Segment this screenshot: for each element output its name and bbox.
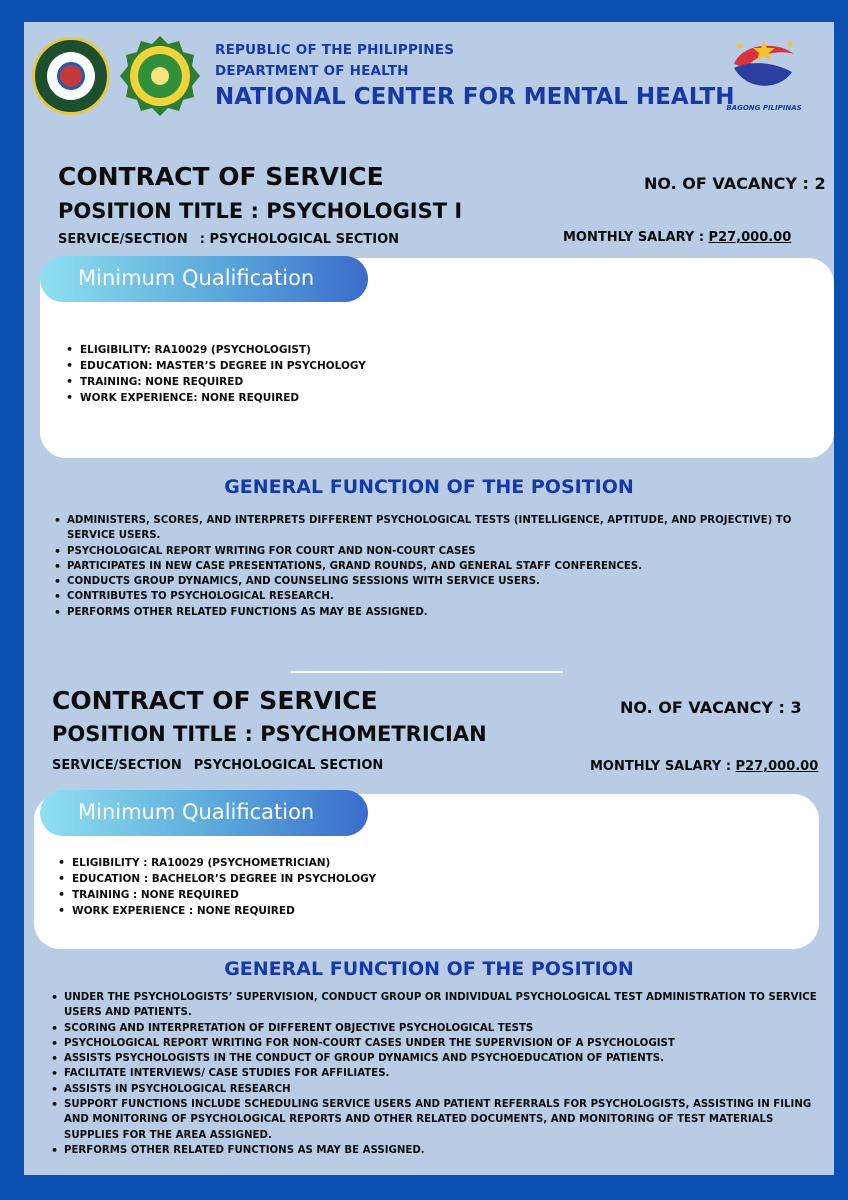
position-title: POSITION TITLE : PSYCHOMETRICIAN <box>52 722 487 746</box>
salary-label: MONTHLY SALARY : <box>590 759 736 774</box>
salary-value: P27,000.00 <box>735 759 819 774</box>
function-list <box>54 513 814 620</box>
list-item: • SUPPORT FUNCTIONS INCLUDE SCHEDULING SERVICE USERS AND PATIENT REFERRALS FOR PSYCHOLOGISTS, ASSISTING IN FILING AND MONITORING OF PSYCHOLOGICAL REPORTS AND OTHER RELATED DOCUMENTS, AND MONITORING OF TEST MATERIALS SUPPLIES FOR THE AREA ASSIGNED. <box>51 1097 821 1143</box>
list-item: • UNDER THE PSYCHOLOGISTS’ SUPERVISION, CONDUCT GROUP OR INDIVIDUAL PSYCHOLOGICAL TEST ADMINISTRATION TO SERVICE USERS AND PATIENTS. <box>51 990 821 1021</box>
monthly-salary <box>590 759 818 774</box>
qualification-list <box>58 855 376 919</box>
list-item: • PERFORMS OTHER RELATED FUNCTIONS AS MAY BE ASSIGNED. <box>54 605 814 620</box>
header-republic: REPUBLIC OF THE PHILIPPINES <box>215 42 455 58</box>
list-item: • ASSISTS PSYCHOLOGISTS IN THE CONDUCT OF GROUP DYNAMICS AND PSYCHOEDUCATION OF PATIENTS. <box>51 1051 821 1066</box>
service-value: : PSYCHOLOGICAL SECTION <box>199 232 399 247</box>
min-qualification-label: Minimum Qualification <box>78 266 315 290</box>
doh-seal-icon <box>32 37 110 115</box>
general-function-title: GENERAL FUNCTION OF THE POSITION <box>224 476 634 498</box>
general-function-title: GENERAL FUNCTION OF THE POSITION <box>224 958 634 980</box>
list-item: • ELIGIBILITY: RA10029 (PSYCHOLOGIST) <box>66 342 366 358</box>
list-item: • WORK EXPERIENCE: NONE REQUIRED <box>66 390 366 406</box>
contract-title: CONTRACT OF SERVICE <box>58 162 384 191</box>
list-item: • PSYCHOLOGICAL REPORT WRITING FOR NON-COURT CASES UNDER THE SUPERVISION OF A PSYCHOLOGIST <box>51 1036 821 1051</box>
service-value: PSYCHOLOGICAL SECTION <box>193 758 384 773</box>
min-qualification-label: Minimum Qualification <box>78 800 315 824</box>
section-divider <box>291 671 563 673</box>
bagong-pilipinas-logo-icon <box>728 38 800 94</box>
header <box>24 22 834 140</box>
contract-title: CONTRACT OF SERVICE <box>52 686 378 715</box>
qualification-list <box>66 342 366 406</box>
list-item: • TRAINING: NONE REQUIRED <box>66 374 366 390</box>
service-label: SERVICE/SECTION <box>58 232 188 247</box>
min-qualification-pill <box>40 790 368 836</box>
vacancy-count: NO. OF VACANCY : 2 <box>644 174 826 193</box>
list-item: • PSYCHOLOGICAL REPORT WRITING FOR COURT AND NON-COURT CASES <box>54 544 814 559</box>
monthly-salary <box>563 230 791 245</box>
min-qualification-pill <box>40 256 368 302</box>
header-department: DEPARTMENT OF HEALTH <box>215 63 409 79</box>
poster <box>24 22 834 1175</box>
header-center-name: NATIONAL CENTER FOR MENTAL HEALTH <box>215 84 735 110</box>
function-list <box>51 990 821 1158</box>
service-label: SERVICE/SECTION <box>52 758 182 773</box>
list-item: • WORK EXPERIENCE : NONE REQUIRED <box>58 903 376 919</box>
list-item: • PERFORMS OTHER RELATED FUNCTIONS AS MAY BE ASSIGNED. <box>51 1143 821 1158</box>
list-item: • FACILITATE INTERVIEWS/ CASE STUDIES FOR AFFILIATES. <box>51 1066 821 1081</box>
position-title: POSITION TITLE : PSYCHOLOGIST I <box>58 199 463 223</box>
list-item: • ASSISTS IN PSYCHOLOGICAL RESEARCH <box>51 1082 821 1097</box>
list-item: • PARTICIPATES IN NEW CASE PRESENTATIONS, GRAND ROUNDS, AND GENERAL STAFF CONFERENCES. <box>54 559 814 574</box>
list-item: • ADMINISTERS, SCORES, AND INTERPRETS DIFFERENT PSYCHOLOGICAL TESTS (INTELLIGENCE, APTITUDE, AND PROJECTIVE) TO SERVICE USERS. <box>54 513 814 544</box>
salary-label: MONTHLY SALARY : <box>563 230 709 245</box>
bagong-pilipinas-label: BAGONG PILIPINAS <box>726 104 802 112</box>
list-item: • TRAINING : NONE REQUIRED <box>58 887 376 903</box>
vacancy-count: NO. OF VACANCY : 3 <box>620 698 802 717</box>
list-item: • SCORING AND INTERPRETATION OF DIFFERENT OBJECTIVE PSYCHOLOGICAL TESTS <box>51 1021 821 1036</box>
ncmh-seal-icon <box>118 34 202 118</box>
service-section <box>52 758 395 773</box>
service-section <box>58 232 411 247</box>
list-item: • CONTRIBUTES TO PSYCHOLOGICAL RESEARCH. <box>54 589 814 604</box>
list-item: • CONDUCTS GROUP DYNAMICS, AND COUNSELING SESSIONS WITH SERVICE USERS. <box>54 574 814 589</box>
list-item: • ELIGIBILITY : RA10029 (PSYCHOMETRICIAN) <box>58 855 376 871</box>
salary-value: P27,000.00 <box>708 230 792 245</box>
list-item: • EDUCATION: MASTER’S DEGREE IN PSYCHOLOGY <box>66 358 366 374</box>
list-item: • EDUCATION : BACHELOR’S DEGREE IN PSYCHOLOGY <box>58 871 376 887</box>
